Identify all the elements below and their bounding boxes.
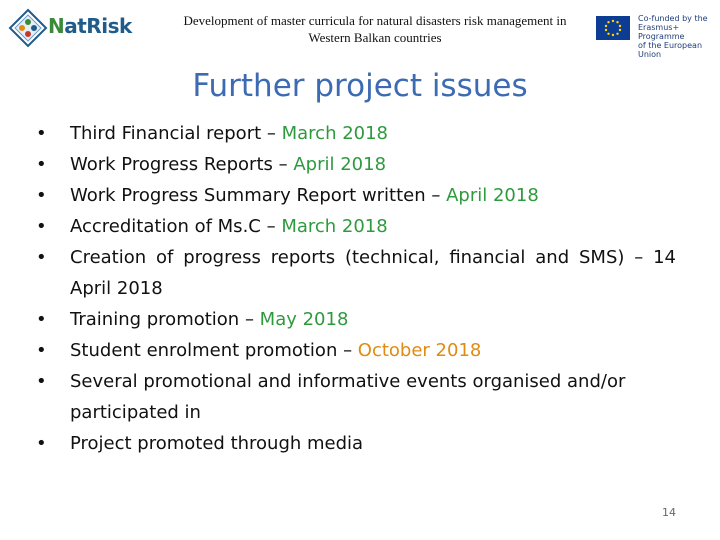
- bullet-icon: •: [36, 371, 47, 392]
- eu-flag-icon: [596, 16, 630, 40]
- page-number: 14: [662, 506, 676, 519]
- bullet-icon: •: [36, 216, 47, 237]
- list-item: • Student enrolment promotion – October 2018: [36, 335, 676, 366]
- list-item: • Accreditation of Ms.C – March 2018: [36, 211, 676, 242]
- list-item: • Work Progress Reports – April 2018: [36, 149, 676, 180]
- bullet-icon: •: [36, 154, 47, 175]
- bullet-icon: •: [36, 247, 47, 268]
- list-item: • Third Financial report – March 2018: [36, 118, 676, 149]
- natrisk-logo: [8, 8, 132, 48]
- bullet-icon: •: [36, 185, 47, 206]
- list-item: • Training promotion – May 2018: [36, 304, 676, 335]
- issues-list: [36, 118, 676, 459]
- list-item: • Project promoted through media: [36, 428, 676, 459]
- list-item: • Several promotional and informative events organised and/or participated in: [36, 366, 676, 428]
- eu-cofunded-text: Co-funded by the Erasmus+ Programme of the European Union: [638, 14, 708, 59]
- bullet-icon: •: [36, 340, 47, 361]
- slide-title: Further project issues: [192, 68, 528, 104]
- logo-text: NatRisk: [48, 14, 132, 38]
- bullet-icon: •: [36, 123, 47, 144]
- header-title: Development of master curricula for natural disasters risk management in Western Balkan countries: [183, 13, 567, 45]
- bullet-icon: •: [36, 309, 47, 330]
- list-item: • Work Progress Summary Report written – April 2018: [36, 180, 676, 211]
- natrisk-logo-icon: [8, 8, 48, 48]
- bullet-icon: •: [36, 433, 47, 454]
- list-item: • Creation of progress reports (technical, financial and SMS) – 14 April 2018: [36, 242, 676, 304]
